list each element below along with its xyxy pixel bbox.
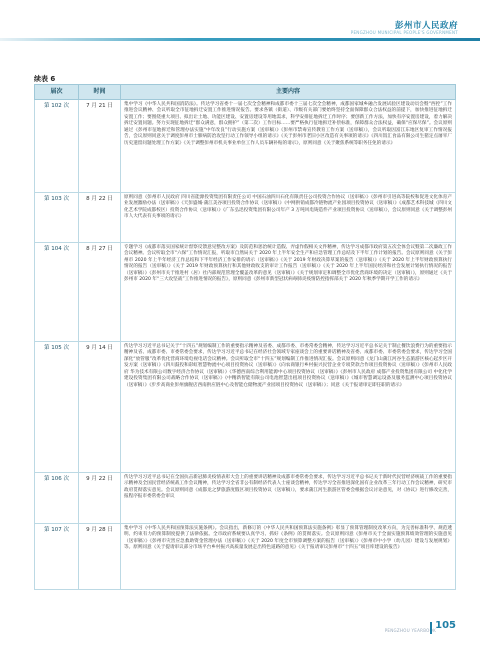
date-cell: 8 月 27 日 <box>79 243 121 342</box>
column-header-date: 时间 <box>79 85 121 100</box>
date-cell: 7 月 21 日 <box>79 100 121 193</box>
session-cell: 第 103 次 <box>35 193 79 243</box>
table-row <box>35 473 456 524</box>
date-cell: 9 月 28 日 <box>79 524 121 590</box>
table-row <box>35 243 456 342</box>
session-cell: 第 107 次 <box>35 524 79 590</box>
table-row <box>35 342 456 473</box>
footer-yearbook-mark: PENGZHOU YEARBOOK <box>384 628 436 633</box>
content-cell: 传达学习习近平总书记在全国抗击新冠肺炎疫情表彰大会上的重要讲话精神及成都市委常委会要求，传达学习习近平总书记关于新时代民营经济统战工作的重要指示精神及全国民营经济统战工作会议精神，传达学习全省非公有制经济代表人士座谈会精神，传达学习全省推进深化国有企业改革三年行动工作会议精神，研究市政府贯彻落实意见。会议原则同意《成都龙之梦旅游度假区项目投资协议（送审稿）》，要求蒲江河生旅游区管委会根据会议讨论意见，对《协议》进行修改完善，报程序报市委常委会审议 <box>121 473 456 524</box>
column-header-session: 届次 <box>35 85 79 100</box>
table-row <box>35 100 456 193</box>
table-row <box>35 524 456 590</box>
content-cell: 原则同意《彭州市人民政府 四川省能源投资集团有限责任公司 中国石油四川石化有限责任公司投资合作协议（送审稿）》《彭州市引进高等院校和促进文化体育产业发展激励办法（送审稿）》《天彭盛城·蒲江美谷项目投资合作协议（送审稿）》《中网供销成都冷链物流产业园项目投资协议（送审稿）》《成都艺术科技城（四川文化艺术学院成都校区）投资合作协议（送审稿）》《广东弘迅投资集团有限公司年产 3 万吨风电铸造件产业项目投资协议（送审稿）》，会议原则同意《关于调整彭州市人大代表有关事项的请示》 <box>121 193 456 243</box>
table-title: 续表 6 <box>34 75 56 83</box>
session-cell: 第 106 次 <box>35 473 79 524</box>
date-cell: 9 月 22 日 <box>79 473 121 524</box>
content-cell: 传达学习习近平总书记关于“十四五”规划编制工作的重要指示精神及省委、成都市委、市委常委会精神，传达学习习近平总书记关于制止餐饮浪费行为的重要指示精神及省、成都市委、市委常委会要求，传达学习习近平总书记在经济社会领域专家座谈会上的重要讲话精神及省委、成都市委、市委常委会要求，传达学习全国深化“放管服”改革优化营商环境电视电话会议精神。会议听取全市“十四五”规划编制工作推进情况汇报。会议原则同意《龙门山蒲江河谷生态旅游区核心起步区开发方案（送审稿）》《四川鼓投和彩虹智慧物流中心项目投资协议（送审稿）》《向农商银行乡村振兴民营企业专项贷款合作项目投资协议（送审稿）》《彭州市人民政府 华为技术有限公司数字经济合作协议（送审稿）》《华德西南综合利用能源中心项目投资协议（送审稿）》《彭州市人民政府 成都产业投资集团有限公司 中化化学建设投资集团有限公司战略合作协议（送审稿）》《中精新智能有限公司电池智慧出租项目投资协议（送审稿）》《城市智慧调运设备及服务监测中心项目投资协议（送审稿）》《步步高商业彭州旗舰店西南供应链中心及智能仓储物流产业园项目投资协议（送审稿）》；同意《关于报请审定即任职的请示》 <box>121 342 456 473</box>
session-cell: 第 102 次 <box>35 100 79 193</box>
header-stripe <box>0 38 480 41</box>
header-title: 彭州市人民政府 <box>394 21 458 31</box>
content-cell: 集中学习《中华人民共和国消防法》。传达学习省委十一届七次全会精神和成都市委十三届七次全会精神，成都国家城乡融合发展试验区建设动员会暨“西控”工作推进会议精神、会议听取全市征地拆迁安置工作推进情况报告。要求各镇（街道）、市级有关部门要始终坚持全面保障群众合法权益的前提下，加快推进征地拆迁安置工作；要围绕重大项目、拟出让土地、功能区建设、安置房建设等用地需求，科学安排征地拆迁工作时序；要创新工作方法，加快有序安置房建设，着力解决拆迁安置问题。努力实现征地拆迁“群众满意，群众拥护”（第二次）工作目标……要严格执行征地拆迁补偿标准，保障群众合法权益，确保“应保尽保”。会议原则通过《彭州市征地拆迁和管理办法实施“中年改良”行动实施方案（送审稿）》《彭州市禁毒宣传教育工作方案（送审稿）》，会议听取因富江东地区复审工作情况报告，会议原则同意关于调度彭州市士肺病防治攻坚行动工作领导小组的请示》《关于彭州市老旧小区改造有关事项的请示》《四川饭汇食品有限公司生猪定点屠宰厂历史遗留问题处理工作方案》《关于调整彭州市机关事业单位工作人员车辆补贴的请示》，原则同意《关于聚焦系统等职务任免的请示》 <box>121 100 456 193</box>
sessions-table <box>34 84 456 590</box>
table-row <box>35 193 456 243</box>
session-cell: 第 105 次 <box>35 342 79 473</box>
header-subtitle: PENGZHOU MUNICIPAL PEOPLE'S GOVERNMENT <box>350 30 458 35</box>
date-cell: 9 月 14 日 <box>79 342 121 473</box>
table-header-row <box>35 85 456 100</box>
page-number: 105 <box>435 620 456 631</box>
content-cell: 集中学习《中华人民共和国预算法实施条例》。会议指出，新修订的《中华人民共和国预算法实施条例》彰显了预算管理制度改革方向，为完善标准科学、规范透明、约束有力的预算制度提供了法律依据。全市政府系统要认真学习、抓好《条例》的贯彻落实。会议原则同意《彭州市关于全面实施预算绩效管理的实施意见（送审稿）》《彭州市灾害应急救助资金管理办法（送审稿）》《关于 2020 年度全市预算调整方案的报告（送审稿）》《彭州市中小学（幼儿园）建设与发展规划》等。原则同意《关于提请审议部分市场平台乡村振兴高质量发展走出特色道路的意见》《关于报请审议彭州市“十四五”项目库建设的报告》 <box>121 524 456 590</box>
content-cell: 专题学习《成都市落实国家统计督察反馈意见整改方案》及防范和惩治统计造假、弄虚作假相关文件精神，传达学习成都市政府第五次全体会议暨第二次廉政工作会议精神。会议听取全市“六保”工作情况汇报，听取市自然局关于 2020 年上半年安全生产和应急管理工作总结及下半年工作计划的报告。会议原则同意《关于彭州市 2020 年上半年经济工作总结和下半年经济工作安排的请示（送审稿）》《关于 2019 年财政决算草案的报告（送审稿）》《关于 2020 年上半年财政预算执行情况的报告（送审稿）》《关于 2019 年财政预算执行和其他财政收支的审计工作报告（送审稿）》《关于 2020 年上半年国民经济和社会发展计划执行情况的报告（送审稿）》《彭州市关于推进村（居）社内部规范管理全覆盖改革的意见（送审稿）》《关于规划审定和调整全市优化营商环境的决定（送审稿）》，原则通过《关于彭州市 2020 年“三大攻坚战”工作推进情况的报告》，原则同意《彭州市新型冠状病毒肺炎疫情防控指挥部关于 2020 年秋季学期开学工作的请示》 <box>121 243 456 342</box>
column-header-content: 主要内容 <box>121 85 456 100</box>
date-cell: 8 月 22 日 <box>79 193 121 243</box>
session-cell: 第 104 次 <box>35 243 79 342</box>
